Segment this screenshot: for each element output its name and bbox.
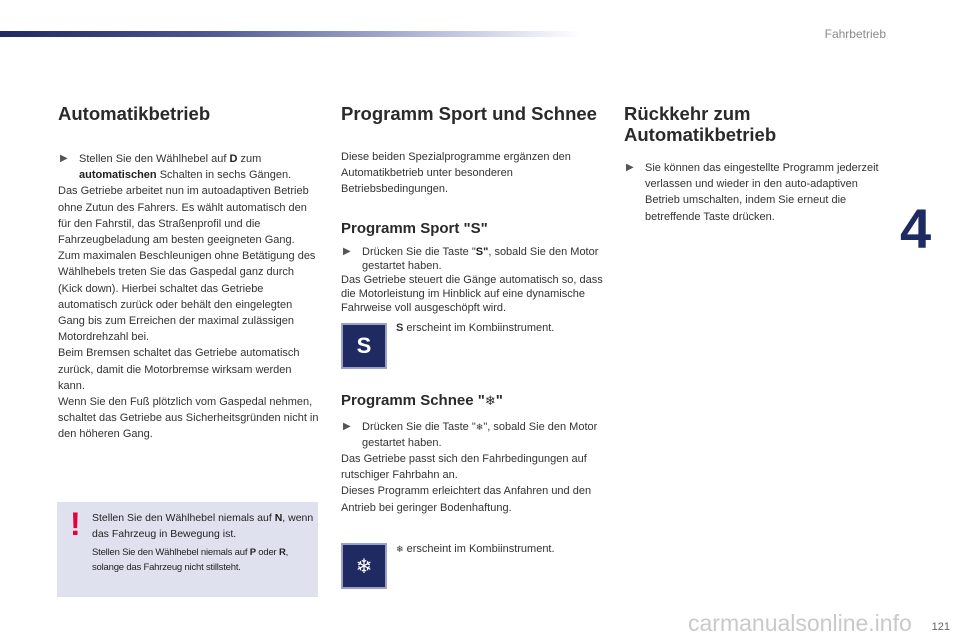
warning-text: Stellen Sie den Wählhebel niemals auf N, wenn das Fahrzeug in Bewegung ist. Stellen Sie den Wählhebel niemals auf P oder R, solange das Fahrzeug nicht stillsteht.	[92, 512, 314, 573]
bullet-icon: ▶	[60, 153, 68, 164]
automatic-body: Das Getriebe arbeitet nun im autoadaptiven Betrieb ohne Zutun des Fahrers. Es wählt automatisch den für den Fahrstil, das Straßenprofil und die Fahrzeugbeladung am besten geeigneten Gang. Zum maximalen Beschleunigen ohne Betätigung des Wählhebels treten Sie das Gaspedal ganz durch (Kick down). Hierbei schaltet das Getriebe automatisch zurück oder behält den eingelegten Gang bis zum Erreichen der maximal zulässigen Motordrehzahl bei. Beim Bremsen schaltet das Getriebe automatisch zurück, damit die Motorbremse wirksam werden kann. Wenn Sie den Fuß plötzlich vom Gaspedal nehmen, schaltet das Getriebe aus Sicherheitsgründen nicht in den höheren Gang.	[58, 185, 319, 441]
column-sport-snow	[341, 100, 603, 516]
watermark: carmanualsonline.info	[688, 610, 912, 636]
snow-caption: ❄ erscheint im Kombiinstrument.	[396, 543, 555, 555]
chapter-number: 4	[900, 197, 930, 260]
warning-box	[57, 502, 318, 597]
return-title-line2: Automatikbetrieb	[624, 124, 777, 145]
sport-bullet: ▶ Drücken Sie die Taste "S", sobald Sie den Motor gestartet haben.	[343, 245, 599, 272]
sport-snow-title: Programm Sport und Schnee	[341, 103, 597, 124]
bullet-icon: ▶	[343, 245, 351, 257]
snow-bullet: ▶ Drücken Sie die Taste "❄", sobald Sie den Motor gestartet haben.	[343, 420, 598, 449]
sport-body: Das Getriebe steuert die Gänge automatisch so, dass die Motorleistung im Hinblick auf eine dynamische Fahrweise voll ausgeschöpft wird.	[341, 273, 603, 314]
snow-body: Das Getriebe passt sich den Fahrbedingungen auf rutschiger Fahrbahn an. Dieses Programm erleichtert das Anfahren und den Antrieb bei geringer Bodenhaftung.	[341, 453, 592, 514]
automatic-bullet: ▶ Stellen Sie den Wählhebel auf D zum automatischen Schalten in sechs Gängen.	[60, 153, 292, 182]
automatic-title: Automatikbetrieb	[58, 103, 211, 124]
snowflake-icon: ❄	[396, 544, 404, 554]
return-title-line1: Rückkehr zum	[624, 103, 751, 124]
snow-indicator-icon: ❄	[341, 543, 387, 589]
column-automatic	[58, 100, 320, 443]
sport-title: Programm Sport "S"	[341, 219, 488, 237]
sport-snow-intro: Diese beiden Spezialprogramme ergänzen den Automatikbetrieb unter besonderen Betriebsbedingungen.	[341, 151, 571, 196]
snowflake-icon: ❄	[484, 392, 496, 408]
snowflake-icon: ❄	[475, 421, 484, 432]
page-number: 121	[931, 621, 950, 633]
sport-indicator-icon: S	[341, 323, 387, 369]
section-title: Fahrbetrieb	[824, 27, 886, 41]
column-return	[624, 100, 886, 225]
snow-title: Programm Schnee "❄"	[341, 391, 503, 409]
bullet-icon: ▶	[343, 420, 351, 432]
bullet-icon: ▶	[626, 162, 634, 173]
sport-caption: S erscheint im Kombiinstrument.	[396, 322, 555, 334]
return-bullet: ▶ Sie können das eingestellte Programm jederzeit verlassen und wieder in den auto-adaptiven Betrieb umschalten, indem Sie erneut die betreffende Taste drücken.	[626, 162, 879, 223]
warning-icon: !	[70, 506, 81, 542]
header-bar	[0, 31, 580, 37]
